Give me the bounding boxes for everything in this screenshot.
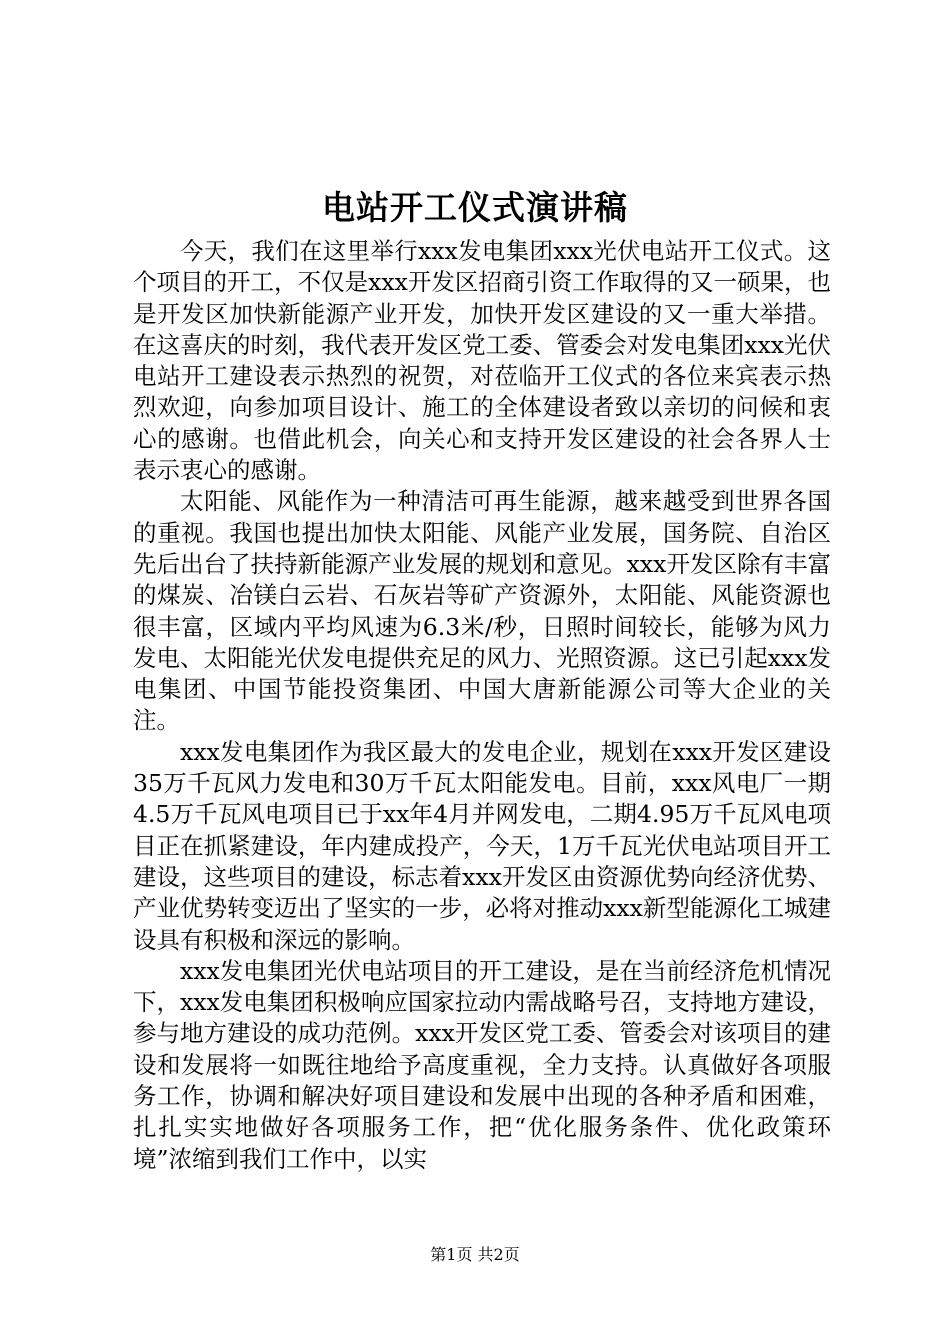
document-body (133, 236, 831, 1175)
document-title: 电站开工仪式演讲稿 (322, 188, 628, 227)
page-footer: 第1页 共2页 (430, 1245, 520, 1264)
paragraph-1: 今天，我们在这里举行xxx发电集团xxx光伏电站开工仪式。这个项目的开工，不仅是xxx开发区招商引资工作取得的又一硕果，也是开发区加快新能源产业开发，加快开发区建设的又一重大举措。在这喜庆的时刻，我代表开发区党工委、管委会对发电集团xxx光伏电站开工建设表示热烈的祝贺，对莅临开工仪式的各位来宾表示热烈欢迎，向参加项目设计、施工的全体建设者致以亲切的问候和衷心的感谢。也借此机会，向关心和支持开发区建设的社会各界人士表示衷心的感谢。 (133, 237, 831, 485)
paragraph-2: 太阳能、风能作为一种清洁可再生能源，越来越受到世界各国的重视。我国也提出加快太阳能、风能产业发展，国务院、自治区先后出台了扶持新能源产业发展的规划和意见。xxx开发区除有丰富的煤炭、冶镁白云岩、石灰岩等矿产资源外，太阳能、风能资源也很丰富，区域内平均风速为6.3米/秒，日照时间较长，能够为风力发电、太阳能光伏发电提供充足的风力、光照资源。这已引起xxx发电集团、中国节能投资集团、中国大唐新能源公司等大企业的关注。 (133, 487, 831, 735)
paragraph-3: xxx发电集团作为我区最大的发电企业，规划在xxx开发区建设35万千瓦风力发电和30万千瓦太阳能发电。目前，xxx风电厂一期4.5万千瓦风电项目已于xx年4月并网发电，二期4.95万千瓦风电项目正在抓紧建设，年内建成投产，今天，1万千瓦光伏电站项目开工建设，这些项目的建设，标志着xxx开发区由资源优势向经济优势、产业优势转变迈出了坚实的一步，必将对推动xxx新型能源化工城建设具有积极和深远的影响。 (133, 737, 831, 954)
paragraph-4: xxx发电集团光伏电站项目的开工建设，是在当前经济危机情况下，xxx发电集团积极响应国家拉动内需战略号召，支持地方建设，参与地方建设的成功范例。xxx开发区党工委、管委会对该项目的建设和发展将一如既往地给予高度重视，全力支持。认真做好各项服务工作，协调和解决好项目建设和发展中出现的各种矛盾和困难，扎扎实实地做好各项服务工作，把“优化服务条件、优化政策环境”浓缩到我们工作中，以实 (133, 956, 831, 1173)
